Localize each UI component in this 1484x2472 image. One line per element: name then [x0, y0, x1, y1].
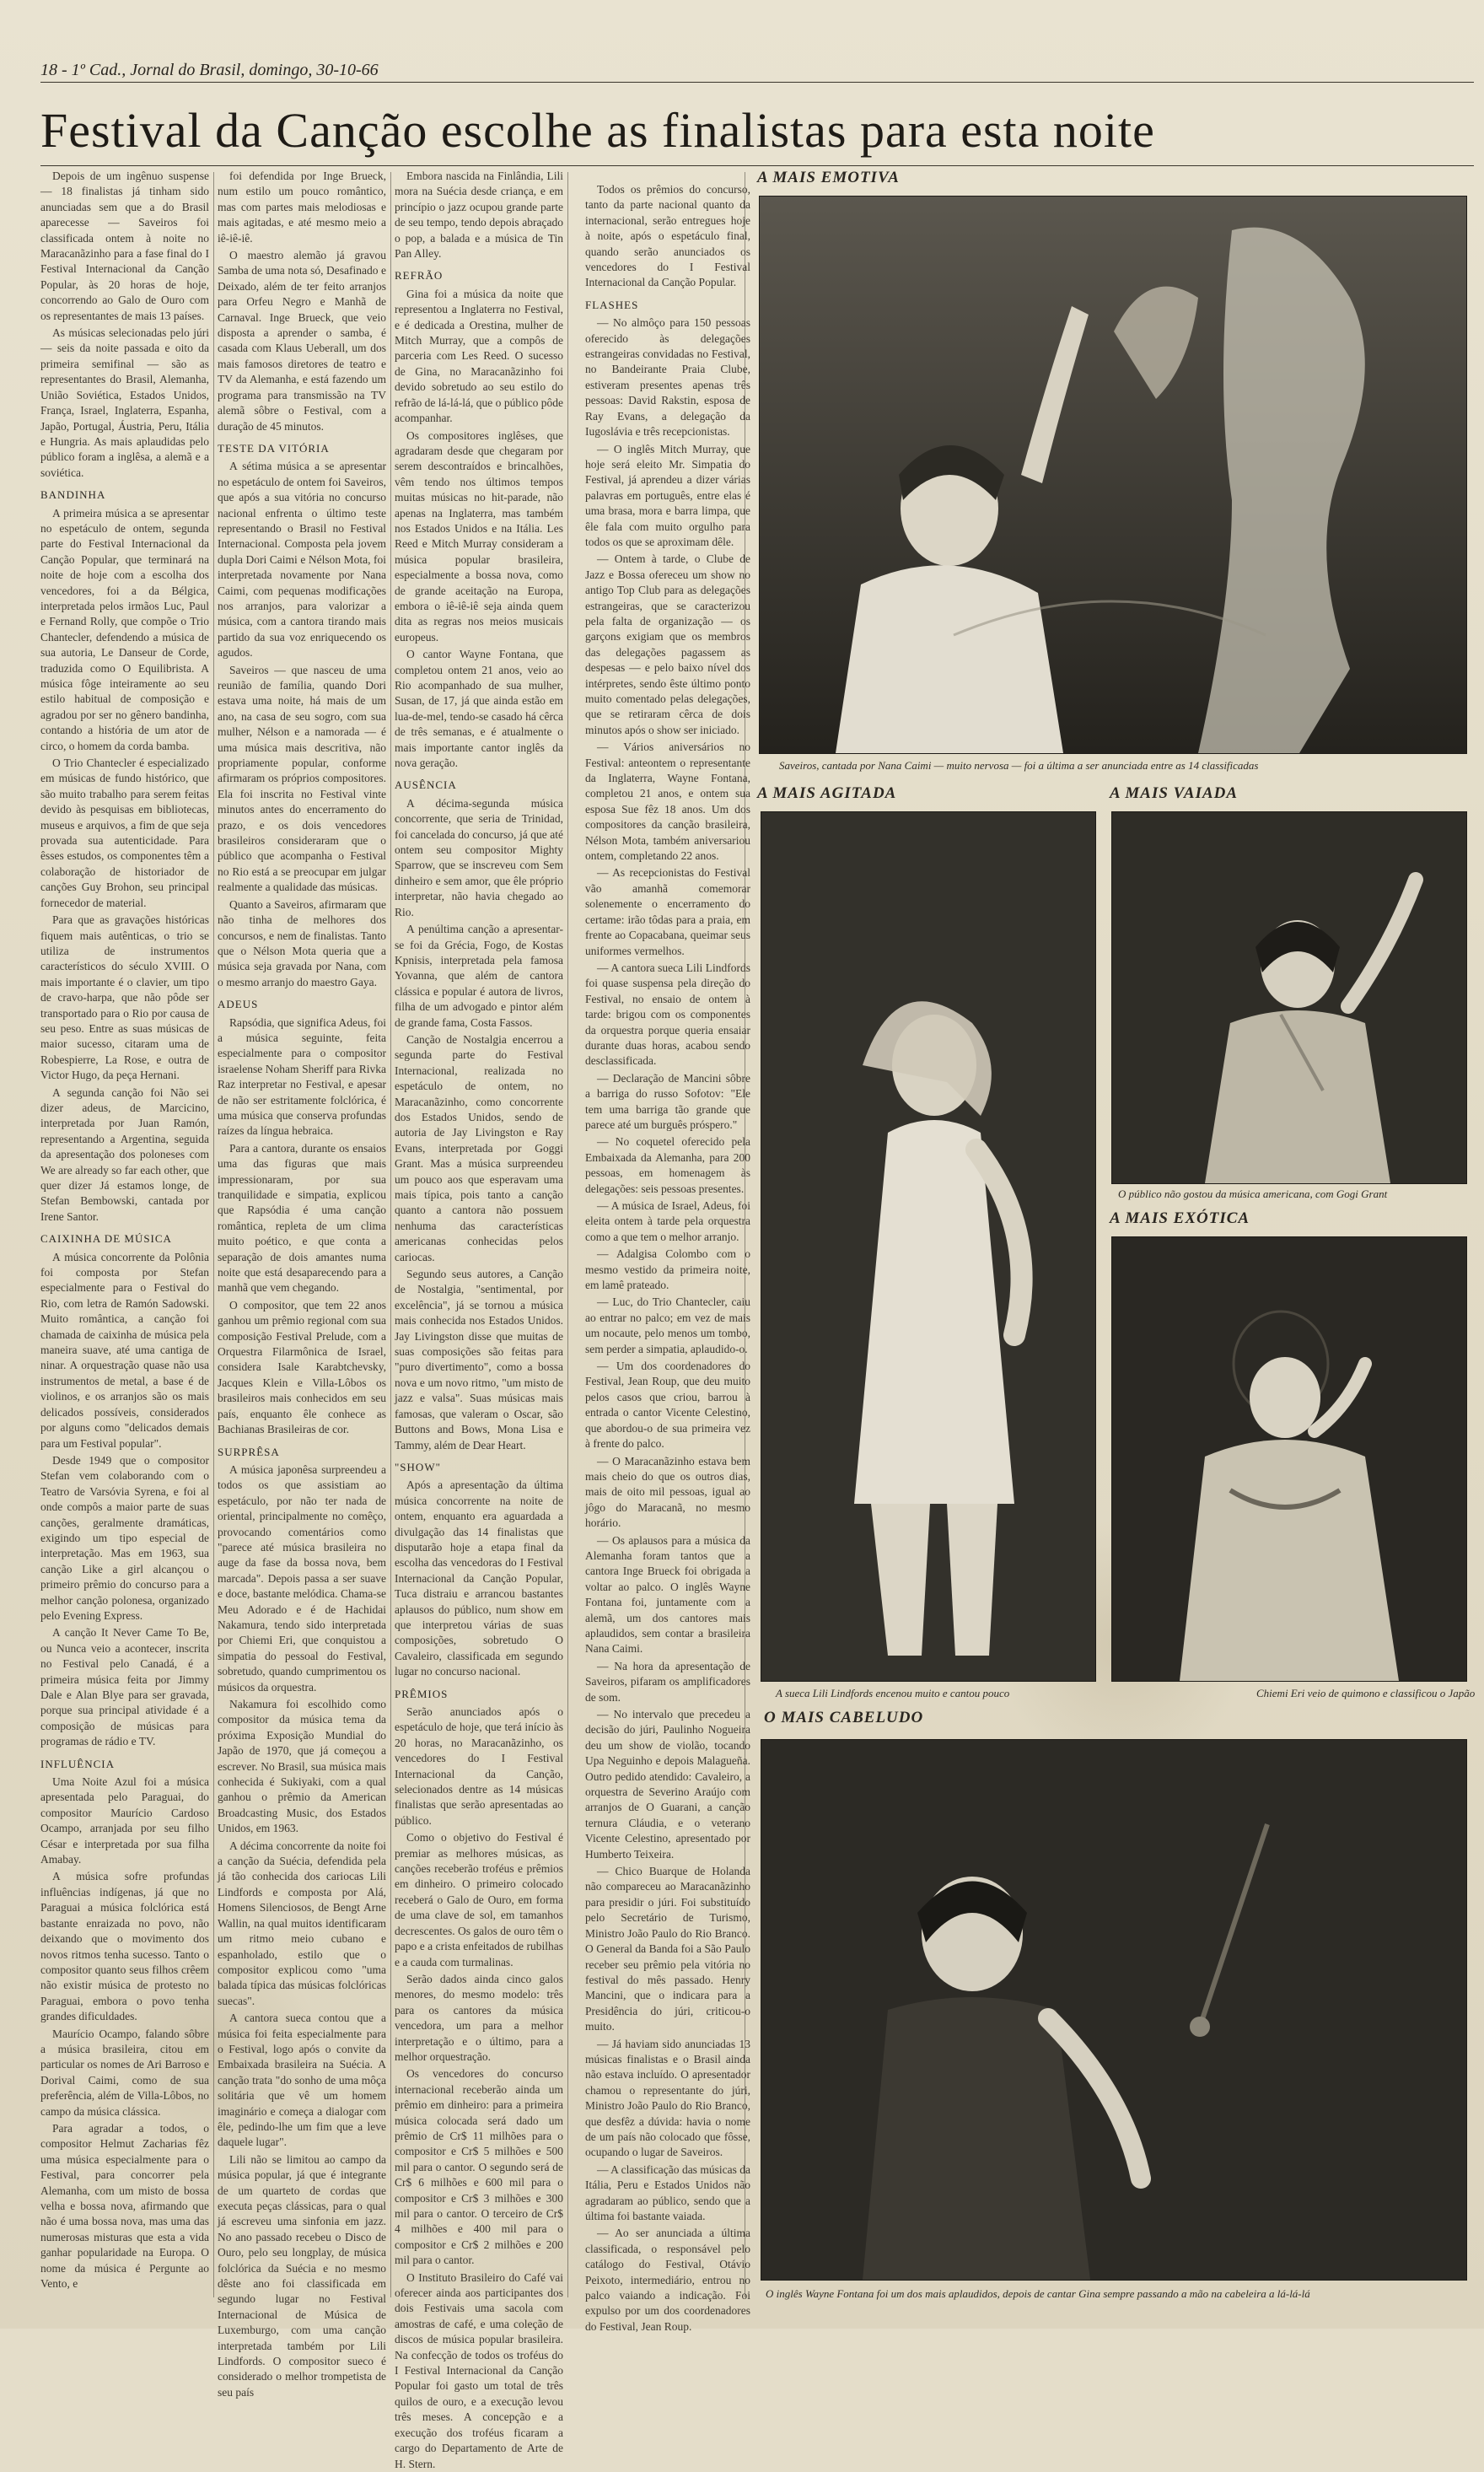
article-paragraph: A música sofre profundas influências indígenas, já que no Paraguai a música folclórica está bastante enraizada no povo, não deixando que o movimento dos novos ritmos tenha sucesso. Tanto o compositor quanto seus filhos crêem não existir música de protesto no Paraguai, embora o povo tenha grandes dificuldades. — [40, 1870, 209, 2023]
article-paragraph: foi defendida por Inge Brueck, num estilo um pouco romântico, mas com partes mais melodiosas e mais agitadas, e até mesmo meio a iê-iê-iê. — [218, 170, 386, 245]
article-paragraph: O Trio Chantecler é especializado em músicas de fundo histórico, que são muito trabalho para serem feitas devido às pesquisas em bibliotecas, museus e arquivos, a fim de que seja provada sua autenticidade. Para êsses estudos, os componentes têm a colaboração de historiador de canções Guy Brohon, seu principal fornecedor de material. — [40, 757, 209, 909]
article-paragraph: Os compositores inglêses, que agradaram desde que chegaram por serem descontraídos e brincalhões, vêm tendo nos últimos tempos muitas músicas no hit-parade, não apenas na Inglaterra, mas também nos Estados Unidos e na Itália. Les Reed e Mitch Murray consideram a música popular brasileira, especialmente a bossa nova, como de grande aceitação na Europa, embora o iê-iê-iê seja ainda quem dita as regras nos meios musicais europeus. — [395, 428, 563, 644]
photo-gogi-grant — [1111, 811, 1467, 1184]
article-paragraph: Canção de Nostalgia encerrou a segunda parte do Festival Internacional, realizada no espetáculo de ontem, no Maracanãzinho, como concorrente dos Estados Unidos, sendo de autoria de Jay Livingston e Ray Evans, interpretada por Goggi Grant. Mas a música surpreendeu um pouco aos que esperavam uma mais típica, pois tanto a canção quanto a cantora não possuem nenhuma das características americanas conhecidas pelos cariocas. — [395, 1032, 563, 1263]
article-paragraph: Depois de um ingênuo suspense — 18 finalistas já tinham sido anunciadas sem que a do Brasil aparecesse — Saveiros foi classificada ontem à noite no Maracanãzinho para a fase final do I Festival Internacional da Canção Popular, às 20 horas de hoje, concorrendo ao Galo de Ouro com os representantes de mais 13 países. — [40, 170, 209, 322]
article-paragraph: A primeira música a se apresentar no espetáculo de ontem, segunda parte do Festival Internacional da Canção Popular, que terminará na noite de hoje com a escolha dos vencedores, foi a da Bélgica, interpretada pelos irmãos Luc, Paul e Fernand Rolly, que compõe o Trio Chantecler, defendendo a música de sua autoria, Le Danseur de Corde, traduzida como O Equilibrista. A música fôge inteiramente ao seu estilo habitual de composição e agradou por ser no gênero bandinha, contando a história de um ator de circo, o homem da corda bamba. — [40, 506, 209, 752]
article-paragraph: Para a cantora, durante os ensaios uma das figuras que mais impressionaram, por sua tranquilidade e simpatia, explicou que Rapsódia é uma canção romântica, repleta de um clima muito poético, e que conta a separação de dois amantes numa noite que está desaparecendo para a manhã que vem chegando. — [218, 1141, 386, 1295]
caption-vaiada: O público não gostou da música americana, com Gogi Grant — [1118, 1188, 1388, 1200]
article-paragraph: — No intervalo que precedeu a decisão do júri, Paulinho Nogueira deu um show de violão, tocando Upa Neguinho e depois Malagueña. Outro pedido atendido: Cavaleiro, a orquestra de Severino Araújo com arranjos de O Guarani, a canção ternura Cláudia, e o veterano Vicente Celestino, apresentado por Humberto Teixeira. — [585, 1708, 750, 1861]
article-paragraph: O cantor Wayne Fontana, que completou ontem 21 anos, veio ao Rio acompanhado de sua mulher, Susan, de 17, já que ainda estão em lua-de-mel, tendo-se casado há cêrca de três semanas, e é atualmente o mais importante cantor inglês da nova geração. — [395, 648, 563, 770]
article-paragraph: — A música de Israel, Adeus, foi eleita ontem à tarde pela orquestra como a que tem o melhor arranjo. — [585, 1199, 750, 1243]
article-column-2 — [218, 169, 386, 2399]
article-paragraph: Como o objetivo do Festival é premiar as melhores músicas, as canções receberão troféus e prêmios em dinheiro. O primeiro colocado receberá o Galo de Ouro, em forma de uma clave de sol, em tamanhos decrescentes. Os galos de ouro têm o papo e a crista enfeitados de rubilhas e a cauda com turmalinas. — [395, 1831, 563, 1968]
article-paragraph: — Ao ser anunciada a última classificada, o responsável pelo catálogo do Festival, Otávio Peixoto, intermediário, entrou no palco vaiando a indicação. Foi expulso por um dos coordenadores do Festival, Jean Roup. — [585, 2227, 750, 2333]
caption-agitada: A sueca Lili Lindfords encenou muito e cantou pouco — [776, 1687, 1010, 1699]
article-paragraph: O compositor, que tem 22 anos ganhou um prêmio regional com sua composição Festival Prelude, com a Orquestra Filarmônica de Israel, considera Isale Karabtchevsky, Jacques Klein e Villa-Lôbos os brasileiros mais conhecidos em seu país, enquanto êle conhece as Bachianas Brasileiras de cor. — [218, 1298, 386, 1436]
article-paragraph: Quanto a Saveiros, afirmaram que não tinha de melhores dos concursos, e nem de finalistas. Tanto que o Nélson Mota queria que a música seja gravada por Nana, com o mesmo arranjo do maestro Gaya. — [218, 897, 386, 988]
article-paragraph: Saveiros — que nasceu de uma reunião de família, quando Dori estava uma noite, há mais de um ano, na casa de seu sogro, com sua mulher, Nélson e a namorada — é uma música mais descritiva, não propriamente popular, conforme afirmaram os próprios compositores. Ela foi inscrita no Festival vinte minutos antes do encerramento do prazo, e os dois vencedores brasileiros consideraram que o público que acompanha o Festival no Rio está a se preocupar em julgar realmente a qualidade das músicas. — [218, 663, 386, 894]
article-paragraph: — Chico Buarque de Holanda não compareceu ao Maracanãzinho para presidir o júri. Foi substituído pelo Secretário de Turismo, Ministro João Paulo do Rio Branco. O General da Banda foi a São Paulo receber seu prêmio pela vitória no festival do mês passado. Henry Mancini, que o indicara para a Presidência do júri, criticou-o muito. — [585, 1865, 750, 2033]
article-paragraph: — Os aplausos para a música da Alemanha foram tantos que a cantora Inge Brueck foi obrigada a voltar ao palco. O inglês Wayne Fontana foi, juntamente com a alemã, um dos cantores mais aplaudidos, sem contar a brasileira Nana Caimi. — [585, 1533, 750, 1656]
article-paragraph: O maestro alemão já gravou Samba de uma nota só, Desafinado e Deixado, além de ter feito arranjos para Orfeu Negro e Manhã de Carnaval. Inge Brueck, que veio disposta a aprender o samba, é casada com Klaus Ueberall, um dos mais famosos diretores de teatro e TV da Alemanha, e está fazendo um programa para transmissão na TV alemã sôbre o Festival, com a duração de 45 minutos. — [218, 249, 386, 433]
photo-wayne-fontana — [761, 1739, 1467, 2281]
article-paragraph: As músicas selecionadas pelo júri — seis da noite passada e oito da primeira semifinal — são as representantes do Brasil, Alemanha, União Soviética, Estados Unidos, França, Israel, Inglaterra, Espanha, Japão, Portugal, Áustria, Peru, Itália e Hungria. As mais aplaudidas pelo público foram a inglêsa, a alemã e a soviética. — [40, 326, 209, 479]
article-paragraph: — A classificação das músicas da Itália, Peru e Estados Unidos não agradaram ao público, sendo que a última foi bastante vaiada. — [585, 2162, 750, 2222]
section-subhead: TESTE DA VITÓRIA — [218, 441, 330, 455]
column-rule — [390, 172, 391, 2297]
article-paragraph: — Vários aniversários no Festival: anteontem o representante da Inglaterra, Wayne Fontana, completou 21 anos, e ontem sua esposa Sue fêz 18 anos. Um dos compositores da canção brasileira, Nélson Mota, também aniversariou ontem, completando 22 anos. — [585, 741, 750, 863]
article-paragraph: — Ontem à tarde, o Clube de Jazz e Bossa ofereceu um show no antigo Top Club para as delegações estrangeiras, que se caracterizou pela falta de organização — os garçons exigiam que os membros das delegações pagassem as despesas — e pelo baixo nível dos intérpretes, sendo êste último ponto muito comentado pelas delegações, que se retiraram cêrca de dois minutos após o show ser iniciado. — [585, 552, 750, 736]
article-paragraph: Serão dados ainda cinco galos menores, do mesmo modelo: três para os cantores da música vencedora, um para a melhor interpretação e o último, para a melhor orquestração. — [395, 1972, 563, 2063]
headline-rule — [40, 165, 1474, 166]
article-column-1 — [40, 169, 209, 2294]
section-label-agitada: A MAIS AGITADA — [757, 784, 897, 802]
article-paragraph: — A cantora sueca Lili Lindfords foi quase suspensa pela direção do Festival, no ensaio de ontem à tarde: brigou com os componentes da orquestra porque queria ensaiar durante duas horas, acabou sendo desclassificada. — [585, 961, 750, 1068]
article-paragraph: — Um dos coordenadores do Festival, Jean Roup, que deu muito pelos casos que criou, barrou à entrada o cantor Vicente Celestino, que abordou-o de sua primeira vez à frente do palco. — [585, 1360, 750, 1451]
article-paragraph: A penúltima canção a apresentar-se foi da Grécia, Fogo, de Kostas Kpnisis, interpretada pela famosa Yovanna, que além de cantora clássica e popular é autora de livros, filha de um advogado e pintor além de grande fama, Costa Fassos. — [395, 923, 563, 1029]
section-label-exotica: A MAIS EXÓTICA — [1110, 1209, 1250, 1227]
section-label-emotiva: A MAIS EMOTIVA — [757, 169, 900, 186]
photo-lili-lindfords — [761, 811, 1096, 1682]
article-paragraph: A música japonêsa surpreendeu a todos os que assistiam ao espetáculo, por não ter nada de oriental, principalmente no comêço, provocando comentários como "parece até música brasileira no auge da fase da bossa nova, bem marcada". Depois passa a ser suave e doce, bastante melódica. Chama-se Meu Adorado e é de Hachidai Nakamura, tendo sido interpretada por Chiemi Eri, que conquistou a simpatia do pessoal do Festival, sobretudo, quando cumprimentou os músicos da orquestra. — [218, 1462, 386, 1694]
article-paragraph: A décima concorrente da noite foi a canção da Suécia, defendida pela já tão conhecida dos cariocas Lili Lindfords e composta por Alá, Homens Silenciosos, de Bengt Arne Wallin, na qual muitos identificaram um ritmo meio cubano e espanholado, estilo que o compositor explicou como "uma balada típica das músicas folclóricas suecas". — [218, 1839, 386, 2007]
section-subhead: ADEUS — [218, 998, 259, 1011]
page-folio: 18 - 1º Cad., Jornal do Brasil, domingo, 30-10-66 — [40, 61, 1474, 83]
article-paragraph: Os vencedores do concurso internacional receberão ainda um prêmio em dinheiro: para a primeira música colocada será dado um prêmio de Cr$ 11 milhões para o compositor e Cr$ 5 milhões e 500 mil para o cantor. O segundo será de Cr$ 6 milhões e 600 mil para o compositor e Cr$ 3 milhões e 300 mil para o cantor. O terceiro de Cr$ 4 milhões e 400 mil para o compositor e Cr$ 2 milhões e 200 mil para o cantor. — [395, 2067, 563, 2267]
article-paragraph: Para agradar a todos, o compositor Helmut Zacharias fêz uma música especialmente para o Festival, para concorrer pela Alemanha, com um misto de bossa velha e bossa nova, afirmando que não é uma bossa nova, mas uma das numerosas misturas que esta a vida ganhar popularidade na Europa. O nome da música é Pergunte ao Vento, e — [40, 2121, 209, 2291]
article-paragraph: Uma Noite Azul foi a música apresentada pelo Paraguai, do compositor Maurício Cardoso Ocampo, arranjada por seu filho César e interpretada por sua filha Amabay. — [40, 1775, 209, 1866]
section-subhead: SURPRÊSA — [218, 1445, 280, 1458]
photo-chiemi-eri — [1111, 1236, 1467, 1682]
column-rule — [213, 172, 214, 2297]
article-paragraph: Desde 1949 que o compositor Stefan vem colaborando com o Teatro de Varsóvia Syrena, e foi al onde compôs a maior parte de suas canções, geralmente dramáticas, exigindo um tipo especial de interpretação. Mas em 1963, sua canção Like a girl alcançou o primeiro prêmio do concurso para a melhor canção polonesa, organizado pelo Evening Express. — [40, 1453, 209, 1622]
article-paragraph: Lili não se limitou ao campo da música popular, já que é integrante de um quarteto de cordas que executa peças clássicas, para o qual já escreveu uma sinfonia em jazz. No ano passado recebeu o Disco de Ouro, pelo seu longplay, de música folclórica da Suécia e no mesmo dêste ano foi classificada em segundo lugar no Festival Internacional de Música de Luxemburgo, com uma canção interpretada também por Lili Lindfords. O compositor sueco é considerado o melhor trompetista de seu país — [218, 2152, 386, 2399]
article-paragraph: — O inglês Mitch Murray, que hoje será eleito Mr. Simpatia do Festival, já aprendeu a dizer várias palavras em português, entre elas é uma brasa, mora e barra limpa, que êle fala com muito orgulho para todos os que se aproximam dêle. — [585, 442, 750, 548]
section-subhead: INFLUÊNCIA — [40, 1757, 115, 1770]
article-paragraph: — Luc, do Trio Chantecler, caiu ao entrar no palco; em vez de mais um nocaute, pelo menos um tombo, sem perder a simpatia, aplaudido-o. — [585, 1295, 750, 1355]
page-headline: Festival da Canção escolhe as finalistas para esta noite — [40, 103, 1155, 158]
photo-nana-caimi — [759, 196, 1467, 754]
article-column-3 — [395, 169, 563, 2470]
caption-emotiva: Saveiros, cantada por Nana Caimi — muito nervosa — foi a última a ser anunciada entre as 14 classificadas — [779, 759, 1259, 772]
caption-cabeludo: O inglês Wayne Fontana foi um dos mais aplaudidos, depois de cantar Gina sempre passando a mão na cabeleira a lá-lá-lá — [766, 2287, 1310, 2300]
section-label-vaiada: A MAIS VAIADA — [1110, 784, 1239, 802]
article-column-4 — [585, 182, 750, 2333]
article-paragraph: A canção It Never Came To Be, ou Nunca veio a acontecer, inscrita no Festival pelo Canadá, é a primeira música feita por Jimmy Dale e Alan Blye para ser gravada, porque sua principal atividade é a composição de músicas para programas de rádio e TV. — [40, 1626, 209, 1748]
caption-exotica: Chiemi Eri veio de quimono e classificou o Japão — [1256, 1687, 1476, 1699]
article-paragraph: A música concorrente da Polônia foi composta por Stefan especialmente para o Festival do Rio, com letra de Ramón Sadowski. Muito romântica, a canção foi chamada de caixinha de música pela maneira suave, até uma cantiga de ninar. A orquestração quase não usa instrumentos de metal, a base é de violinos, e os arranjos são os mais delicados possíveis, considerados por alguns como "delicados demais para um Festival popular". — [40, 1250, 209, 1450]
article-paragraph: A décima-segunda música concorrente, que seria de Trinidad, foi cancelada do concurso, já que até ontem seu compositor Mighty Sparrow, que se inscreveu com Sem dinheiro e sem amor, que êle próprio interpretar, não havia chegado ao Rio. — [395, 796, 563, 918]
article-paragraph: — Adalgisa Colombo com o mesmo vestido da primeira noite, em lamê prateado. — [585, 1247, 750, 1292]
article-paragraph: O Instituto Brasileiro do Café vai oferecer ainda aos participantes dos dois Festivais uma sacola com amostras de café, e uma coleção de discos de música popular brasileira. Na confecção de todos os troféus do I Festival Internacional da Canção Popular foi gasto um total de três quilos de ouro, e a execução levou três meses. A concepção e a execução dos troféus ficaram a cargo do Departamento de Arte de H. Stern. — [395, 2270, 563, 2470]
article-paragraph: A cantora sueca contou que a música foi feita especialmente para o Festival, logo após o convite da Embaixada brasileira na Suécia. A canção trata "do sonho de uma môça solitária que vê um homem imaginário e começa a dialogar com êle, pedindo-lhe um fim que a leve daquele lugar". — [218, 2012, 386, 2149]
article-paragraph: — O Maracanãzinho estava bem mais cheio do que os outros dias, mais de oito mil pessoas, igual ao jôgo do Maracanã, no mesmo horário. — [585, 1454, 750, 1530]
section-subhead: CAIXINHA DE MÚSICA — [40, 1232, 172, 1246]
section-subhead: REFRÃO — [395, 269, 444, 283]
article-paragraph: Rapsódia, que significa Adeus, foi a música seguinte, feita especialmente para o compositor israelense Noham Sheriff para Rivka Raz interpretar no Festival, e apesar de não ser estritamente folclórica, é uma música que conserva profundas raízes da língua hebraica. — [218, 1015, 386, 1138]
section-subhead: FLASHES — [585, 298, 639, 311]
section-subhead: BANDINHA — [40, 488, 106, 502]
article-paragraph: — Na hora da apresentação de Saveiros, pifaram os amplificadores de som. — [585, 1659, 750, 1704]
article-paragraph: A segunda canção foi Não sei dizer adeus, de Marcicino, interpretada por Juan Ramón, representando a Argentina, seguida da apresentação dos poloneses com We are already so far each other, que quer dizer Já estamos longe, de Stefan Bembowski, cantada por Irene Santor. — [40, 1085, 209, 1223]
article-paragraph: Segundo seus autores, a Canção de Nostalgia, "sentimental, por excelência", já se tornou a música mais conhecida nos Estados Unidos. Jay Livingston disse que muitas de suas composições são feitas para "puro divertimento", como a bossa nova e um novo ritmo, "um misto de jazz e valsa". Suas músicas mais famosas, que valeram o Oscar, são Buttons and Bows, Mona Lisa e Tammy, além de Dear Heart. — [395, 1268, 563, 1451]
article-paragraph: Nakamura foi escolhido como compositor da música tema da próxima Exposição Mundial do Japão de 1970, que já começou a escrever. No Brasil, sua música mais conhecida é Sukiyaki, com a qual ganhou o prêmio da American Broadcasting Music, dos Estados Unidos, em 1963. — [218, 1698, 386, 1835]
article-paragraph: Todos os prêmios do concurso, tanto da parte nacional quanto da internacional, serão entregues hoje à noite, após o espetáculo final, quando serão anunciados os vencedores do I Festival Internacional da Canção Popular. — [585, 183, 750, 289]
article-paragraph: — As recepcionistas do Festival vão amanhã comemorar solenemente o encerramento do certame: irão tôdas para a praia, em frente ao Copacabana, queimar seus uniformes vermelhos. — [585, 866, 750, 957]
article-paragraph: — Já haviam sido anunciadas 13 músicas finalistas e o Brasil ainda não estava incluído. O apresentador chamou o representante do júri, Ministro João Paulo do Rio Branco, que desfêz a dúvida: havia o nome de um país não colocado que fôsse, ocupando o lugar de Saveiros. — [585, 2037, 750, 2159]
article-paragraph: Após a apresentação da última música concorrente na noite de ontem, enquanto era aguardada a divulgação das 14 finalistas que disputarão hoje a etapa final da escolha das vencedoras do I Festival Internacional da Canção Popular, Tuca distraiu e arrancou bastantes aplausos do público, num show em que interpretou várias de suas composições, sobretudo O Cavaleiro, classificada em segundo lugar no concurso nacional. — [395, 1478, 563, 1678]
article-paragraph: — No almôço para 150 pessoas oferecido às delegações estrangeiras convidadas no Festival, no Bandeirante Praia Clube, estiveram presentes apenas três pessoas: David Rakstin, esposa de Ray Evans, a delegação da Iugoslávia e três recepcionistas. — [585, 316, 750, 439]
column-rule — [567, 172, 568, 2297]
article-paragraph: — No coquetel oferecido pela Embaixada da Alemanha, para 200 pessoas, em homenagem às delegações: seis pessoas presentes. — [585, 1135, 750, 1195]
article-paragraph: Serão anunciados após o espetáculo de hoje, que terá início às 20 horas, no Maracanãzinho, os vencedores do I Festival Internacional da Canção, selecionados dentre as 14 músicas finalistas que serão apresentadas ao público. — [395, 1705, 563, 1827]
section-subhead: AUSÊNCIA — [395, 778, 457, 792]
article-paragraph: A sétima música a se apresentar no espetáculo de ontem foi Saveiros, que após a sua vitória no concurso nacional enfrenta o último teste representando o Brasil no Festival Internacional. Composta pela jovem dupla Dori Caimi e Nélson Mota, foi interpretada novamente por Nana Caimi, com pequenas modificações nos arranjos, para valorizar a música, com a cantora tirando mais partido da sua voz enriquecendo os agudos. — [218, 460, 386, 660]
article-paragraph: Maurício Ocampo, falando sôbre a música brasileira, citou em particular os nomes de Ari Barroso e Dorival Caimi, como de sua preferência, além de Villa-Lôbos, no campo da música clássica. — [40, 2027, 209, 2118]
article-paragraph: Para que as gravações históricas fiquem mais autênticas, o trio se utiliza de instrumentos característicos do século XVIII. O mais importante é o clavier, um tipo de cravo-harpa, que não pôde ser transportado para o Rio por causa de seu peso. Entre as suas músicas de maior sucesso, citaram uma de Robespierre, La Rose, e outra de Victor Hugo, da peça Hernani. — [40, 913, 209, 1082]
section-subhead: PRÊMIOS — [395, 1687, 449, 1700]
article-paragraph: Embora nascida na Finlândia, Lili mora na Suécia desde criança, e em princípio o jazz ocupou grande parte de seu tempo, tendo depois abraçado o pop, a balada e a música de Tin Pan Alley. — [395, 170, 563, 261]
article-paragraph: — Declaração de Mancini sôbre a barriga do russo Sofotov: "Ele tem uma barriga tão grande que parece até um burguês próspero." — [585, 1071, 750, 1131]
section-label-cabeludo: O MAIS CABELUDO — [764, 1709, 924, 1726]
section-subhead: "SHOW" — [395, 1460, 441, 1473]
article-paragraph: Gina foi a música da noite que representou a Inglaterra no Festival, e é dedicada a Orestina, mulher de Mitch Murray, que a compôs de parceria com Les Reed. O sucesso de Gina, no Maracanãzinho foi devido sobretudo ao seu estilo do refrão de lá-lá-lá, que o público pôde acompanhar. — [395, 287, 563, 425]
